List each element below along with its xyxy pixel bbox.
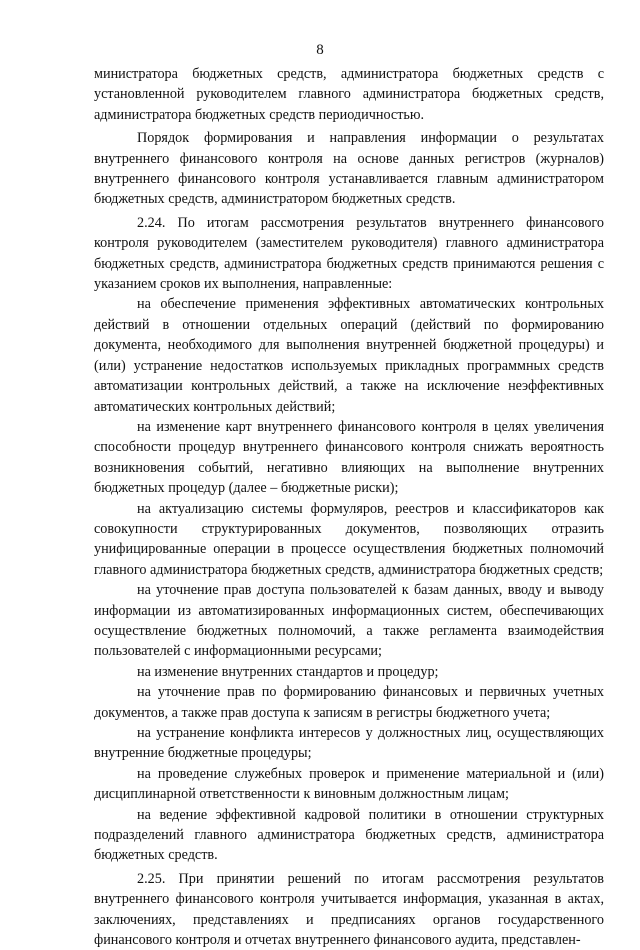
list-item-hr-policy: на ведение эффективной кадровой политики в отношении структурных подразделений главного администратора бюджетных средств, администратора бюджетных средств. <box>94 806 604 864</box>
list-item-conflict-of-interest: на устранение конфликта интересов у должностных лиц, осуществляющих внутренние бюджетные процедуры; <box>94 725 604 762</box>
page-number: 8 <box>316 42 324 58</box>
list-item-inspections: на проведение служебных проверок и применение материальной и (или) дисциплинарной ответственности к виновным должностным лицам; <box>94 765 604 803</box>
paragraph-2-25: 2.25. При принятии решений по итогам рассмотрения результатов внутреннего финансового контроля учитывается информация, указанная в актах, заключениях, представлениях и предписаниях органов государственного финансового контроля и отчетах внутреннего финансового аудита, представлен- <box>94 870 604 949</box>
list-item-document-rights: на уточнение прав по формированию финансовых и первичных учетных документов, а также прав доступа к записям в регистры бюджетного учета; <box>94 684 604 721</box>
paragraph-1: министратора бюджетных средств, администратора бюджетных средств с установленной руководителем главного администратора бюджетных средств, администратора бюджетных средств периодичностью. <box>94 66 604 123</box>
list-item-access-rights: на уточнение прав доступа пользователей к базам данных, вводу и выводу информации из автоматизированных информационных систем, обеспечивающих осуществление бюджетных полномочий, а также регламента взаимодействия пользователей с информационными ресурсами; <box>94 582 604 660</box>
document-body <box>94 64 604 950</box>
list-item-automatic-controls: на обеспечение применения эффективных автоматических контрольных действий в отношении отдельных операций (действий по формированию документа, необходимого для выполнения внутренней бюджетной процедуры) и (или) устранение недостатков используемых прикладных программных средств автоматизации контрольных действий, а также на исключение неэффективных автоматических контрольных действий; <box>94 296 604 415</box>
paragraph-2: Порядок формирования и направления информации о результатах внутреннего финансового контроля на основе данных регистров (журналов) внутреннего финансового контроля устанавливается главным администратором бюджетных средств, администратором бюджетных средств. <box>94 130 604 208</box>
paragraph-2-24: 2.24. По итогам рассмотрения результатов внутреннего финансового контроля руководителем (заместителем руководителя) главного администратора бюджетных средств, администратора бюджетных средств принимаются решения с указанием сроков их выполнения, направленные: <box>94 214 604 293</box>
list-item-control-maps: на изменение карт внутреннего финансового контроля в целях увеличения способности процедур внутреннего финансового контроля снижать вероятность возникновения событий, негативно влияющих на выполнение внутренних бюджетных процедур (далее – бюджетные риски); <box>94 418 604 497</box>
list-item-standards: на изменение внутренних стандартов и процедур; <box>137 663 439 680</box>
list-item-forms-registers: на актуализацию системы формуляров, реестров и классификаторов как совокупности структурированных документов, позволяющих отразить унифицированные операции в процессе осуществления бюджетных полномочий главного администратора бюджетных средств, администратора бюджетных средств; <box>94 500 604 578</box>
